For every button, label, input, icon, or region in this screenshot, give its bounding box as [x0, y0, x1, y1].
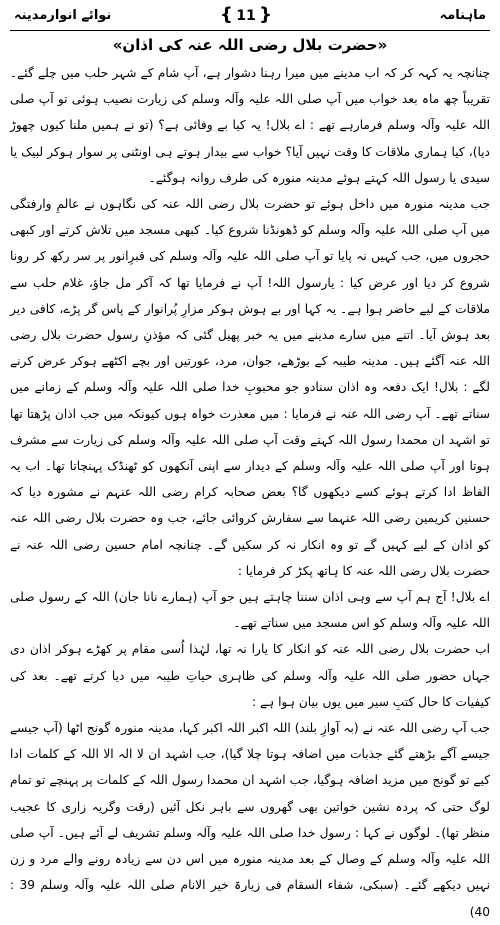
page-header	[0, 6, 500, 28]
page-number: { 11 }	[218, 6, 274, 26]
paragraph: جب مدینہ منورہ میں داخل ہوئے تو حضرت بلال رضی اللہ عنہ کی نگاہوں نے عالمِ وارفتگی میں آپ صلی اللہ علیہ وآلہ وسلم کو ڈھونڈنا شروع کیا۔ کبھی مسجد میں تلاش کرتے اور کبھی حجروں میں، جب کہیں نہ پایا تو آپ صلی اللہ علیہ وآلہ وسلم کی قبرِانور پر سر رکھ کر رونا شروع کر دیا اور عرض کیا : یارسول اللہ! آپ نے فرمایا تھا کہ آکر مل جاؤ، غلام حلب سے ملاقات کے لیے حاضر ہوا ہے۔ یہ کہا اور بے ہوش ہوکر مزارِ پُرانوار کے پاس گر پڑے، کافی دیر بعد ہوش آیا۔ اتنے میں سارے مدینے میں یہ خبر پھیل گئی کہ مؤذنِ رسول حضرت بلال رضی اللہ عنہ آگئے ہیں۔ مدینہ طیبہ کے بوڑھے، جوان، مرد، عورتیں اور بچے اکٹھے ہوکر عرض کرنے لگے : بلال! ایک دفعہ وہ اذان سنادو جو محبوبِ خدا صلی اللہ علیہ وآلہ وسلم کے زمانے میں سناتے تھے۔ آپ رضی اللہ عنہ نے فرمایا : میں معذرت خواہ ہوں کیونکہ میں جب اذان پڑھتا تھا تو اشہد ان محمدا رسول اللہ کہتے وقت آپ صلی اللہ علیہ وآلہ وسلم کی زیارت سے مشرف ہوتا اور آپ صلی اللہ علیہ وآلہ وسلم کے دیدار سے اپنی آنکھوں کو ٹھنڈک پہنچاتا تھا۔ اب یہ الفاظ ادا کرتے ہوئے کسے دیکھوں گا؟ بعض صحابہ کرام رضی اللہ عنہم نے مشورہ دیا کہ حسنین کریمین رضی اللہ عنہما سے سفارش کروائی جائے، جب وہ حضرت بلال رضی اللہ عنہ کو اذان کے لیے کہیں گے تو وہ انکار نہ کر سکیں گے۔ چنانچہ امام حسین رضی اللہ عنہ نے حضرت بلال رضی اللہ عنہ کا ہاتھ پکڑ کر فرمایا :	[10, 197, 490, 578]
article-title: «حضرت بلال رضی اللہ عنہ کی اذان»	[112, 36, 388, 54]
paragraph: چنانچہ یہ کہہ کر کہ اب مدینے میں میرا رہنا دشوار ہے، آپ شام کے شہر حلب میں چلے گئے۔ تقریباً چھ ماہ بعد خواب میں آپ صلی اللہ علیہ وآلہ وسلم کی زیارت نصیب ہوئی تو آپ صلی اللہ علیہ وآلہ وسلم فرمارہے تھے : اے بلال! یہ کیا بے وفائی ہے؟ (تو نے ہمیں ملنا کیوں چھوڑ دیا)، کیا ہماری ملاقات کا وقت نہیں آیا؟ خواب سے بیدار ہوتے ہی اونٹنی پر سوار ہوکر لبیک یا سیدی یا رسول اللہ کہتے ہوئے مدینہ منورہ کی طرف روانہ ہوگئے۔	[10, 66, 490, 185]
paragraph: اے بلال! آج ہم آپ سے وہی اذان سننا چاہتے ہیں جو آپ (ہمارے نانا جان) اللہ کے رسول صلی اللہ علیہ وآلہ وسلم کو اس مسجد میں سناتے تھے۔	[10, 590, 490, 631]
paragraph: اب حضرت بلال رضی اللہ عنہ کو انکار کا یارا نہ تھا، لہٰذا اُسی مقام پر کھڑے ہوکر اذان دی جہاں حضور صلی اللہ علیہ وآلہ وسلم کی ظاہری حیاتِ طیبہ میں دیا کرتے تھے۔ بعد کی کیفیات کا حال کتبِ سیر میں یوں بیان ہوا ہے :	[10, 642, 490, 709]
magazine-word: ماہنامہ	[439, 8, 486, 23]
article-body	[10, 60, 491, 919]
paragraph: جب آپ رضی اللہ عنہ نے (بہ آوازِ بلند) اللہ اکبر اللہ اکبر کہا، مدینہ منورہ گونج اٹھا (آپ جیسے جیسے آگے بڑھتے گئے جذبات میں اضافہ ہوتا چلا گیا)، جب اشہد ان لا الہ الا اللہ کے کلمات ادا کیے تو گونج میں مزید اضافہ ہوگیا، جب اشہد ان محمدا رسول اللہ کے کلمات پر پہنچے تو تمام لوگ حتی کہ پردہ نشین خواتین بھی گھروں سے باہر نکل آئیں (رقت وگریہ زاری کا عجیب منظر تھا)۔ لوگوں نے کہا : رسول خدا صلی اللہ علیہ وآلہ وسلم تشریف لے آئے ہیں۔ آپ صلی اللہ علیہ وآلہ وسلم کے وصال کے بعد مدینہ منورہ میں اس دن سے زیادہ رونے والے مرد و زن نہیں دیکھے گئے۔ (سبکی، شفاء السقام فی زیارۃ خیر الانام صلی اللہ علیہ وآلہ وسلم 39 : 40)	[10, 721, 491, 919]
header-rule	[10, 30, 490, 31]
magazine-name: نوائے انوارمدینہ	[14, 8, 112, 23]
